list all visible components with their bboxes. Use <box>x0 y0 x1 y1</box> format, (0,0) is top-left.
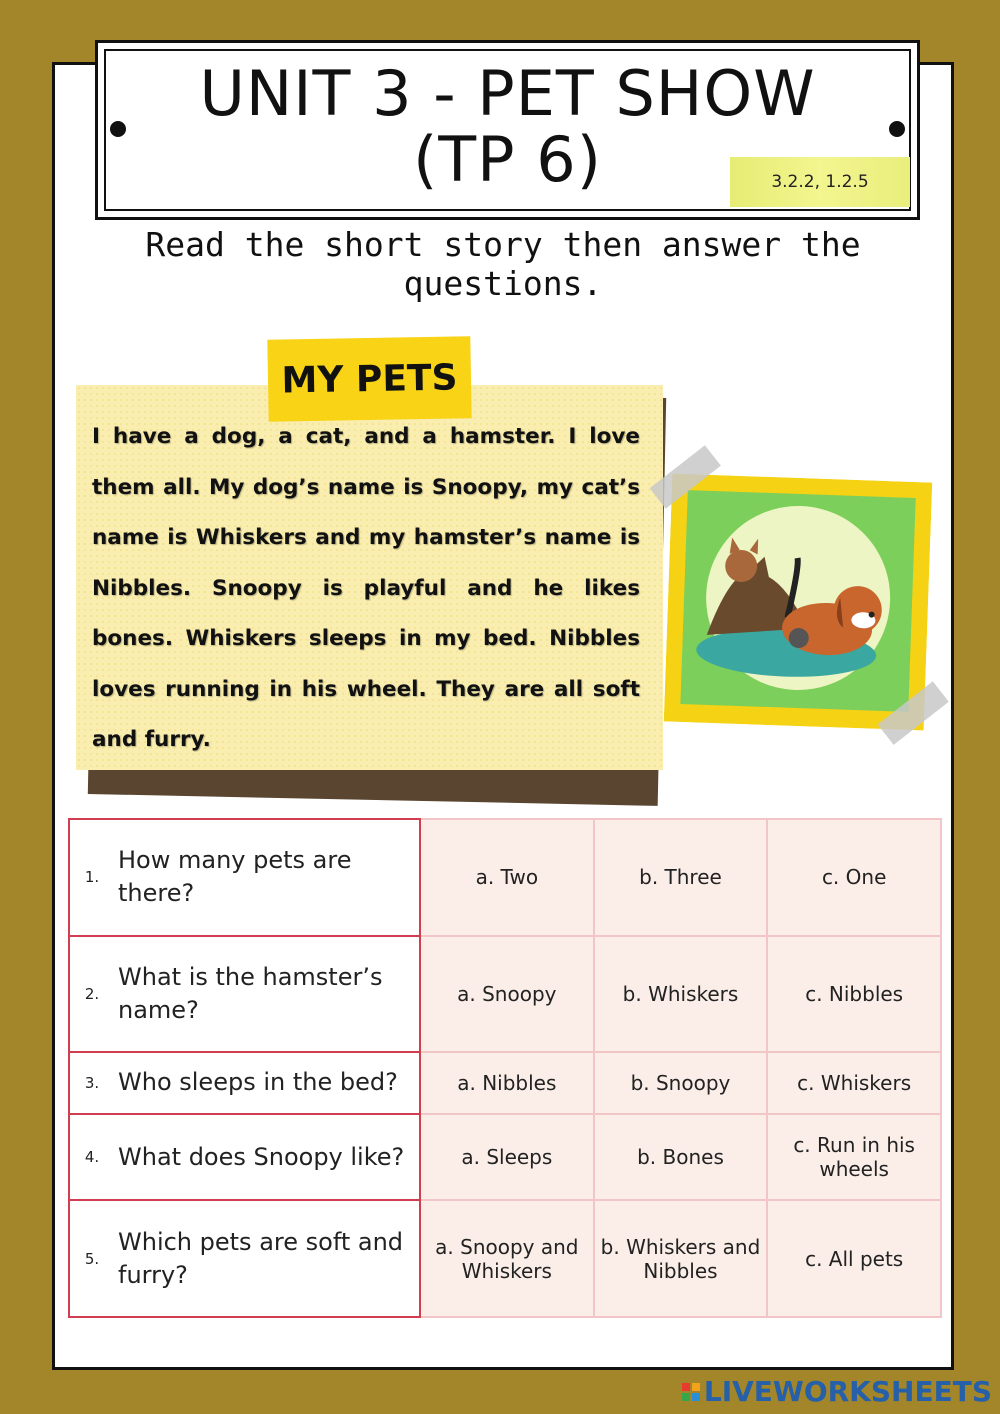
answer-option-b[interactable]: b. Snoopy <box>594 1052 768 1114</box>
question-number: 1. <box>69 819 114 936</box>
table-row <box>69 1052 941 1114</box>
answer-option-b[interactable]: b. Three <box>594 819 768 936</box>
story-title: MY PETS <box>267 336 471 422</box>
answer-option-b[interactable]: b. Whiskers and Nibbles <box>594 1200 768 1317</box>
answer-option-c[interactable]: c. One <box>767 819 941 936</box>
answer-option-a[interactable]: a. Nibbles <box>420 1052 594 1114</box>
title-line-1: UNIT 3 - PET SHOW <box>199 57 816 130</box>
table-row <box>69 936 941 1053</box>
logo-text: LIVEWORKSHEETS <box>703 1375 992 1408</box>
answer-option-a[interactable]: a. Snoopy and Whiskers <box>420 1200 594 1317</box>
table-row <box>69 1114 941 1201</box>
question-text: What is the hamster’s name? <box>114 936 420 1053</box>
pets-picture <box>664 474 932 731</box>
pets-illustration <box>664 474 932 731</box>
question-text: How many pets are there? <box>114 819 420 936</box>
answer-option-a[interactable]: a. Two <box>420 819 594 936</box>
answer-option-c[interactable]: c. All pets <box>767 1200 941 1317</box>
answer-option-a[interactable]: a. Snoopy <box>420 936 594 1053</box>
answer-option-b[interactable]: b. Whiskers <box>594 936 768 1053</box>
question-number: 2. <box>69 936 114 1053</box>
question-text: Who sleeps in the bed? <box>114 1052 420 1114</box>
question-text: What does Snoopy like? <box>114 1114 420 1201</box>
table-row <box>69 819 941 936</box>
question-number: 5. <box>69 1200 114 1317</box>
question-number: 4. <box>69 1114 114 1201</box>
answer-option-c[interactable]: c. Run in his wheels <box>767 1114 941 1201</box>
liveworksheets-logo[interactable] <box>682 1375 992 1408</box>
table-row <box>69 1200 941 1317</box>
answer-option-c[interactable]: c. Nibbles <box>767 936 941 1053</box>
instruction-text: Read the short story then answer the questions. <box>145 225 861 303</box>
question-text: Which pets are soft and furry? <box>114 1200 420 1317</box>
story-text: I have a dog, a cat, and a hamster. I love them all. My dog’s name is Snoopy, my cat’s name is Whiskers and my hamster’s name is Nibbles. Snoopy is playful and he likes bones. Whiskers sleeps in my bed. Nibbles loves running in his wheel. They are all soft and furry. <box>92 424 640 752</box>
questions-table <box>68 818 942 1318</box>
answer-option-b[interactable]: b. Bones <box>594 1114 768 1201</box>
answer-option-a[interactable]: a. Sleeps <box>420 1114 594 1201</box>
standard-code-tag: 3.2.2, 1.2.5 <box>730 157 910 207</box>
answer-option-c[interactable]: c. Whiskers <box>767 1052 941 1114</box>
logo-squares-icon <box>682 1383 700 1401</box>
question-number: 3. <box>69 1052 114 1114</box>
title-line-2: (TP 6) <box>413 123 602 196</box>
title-box <box>95 40 920 220</box>
